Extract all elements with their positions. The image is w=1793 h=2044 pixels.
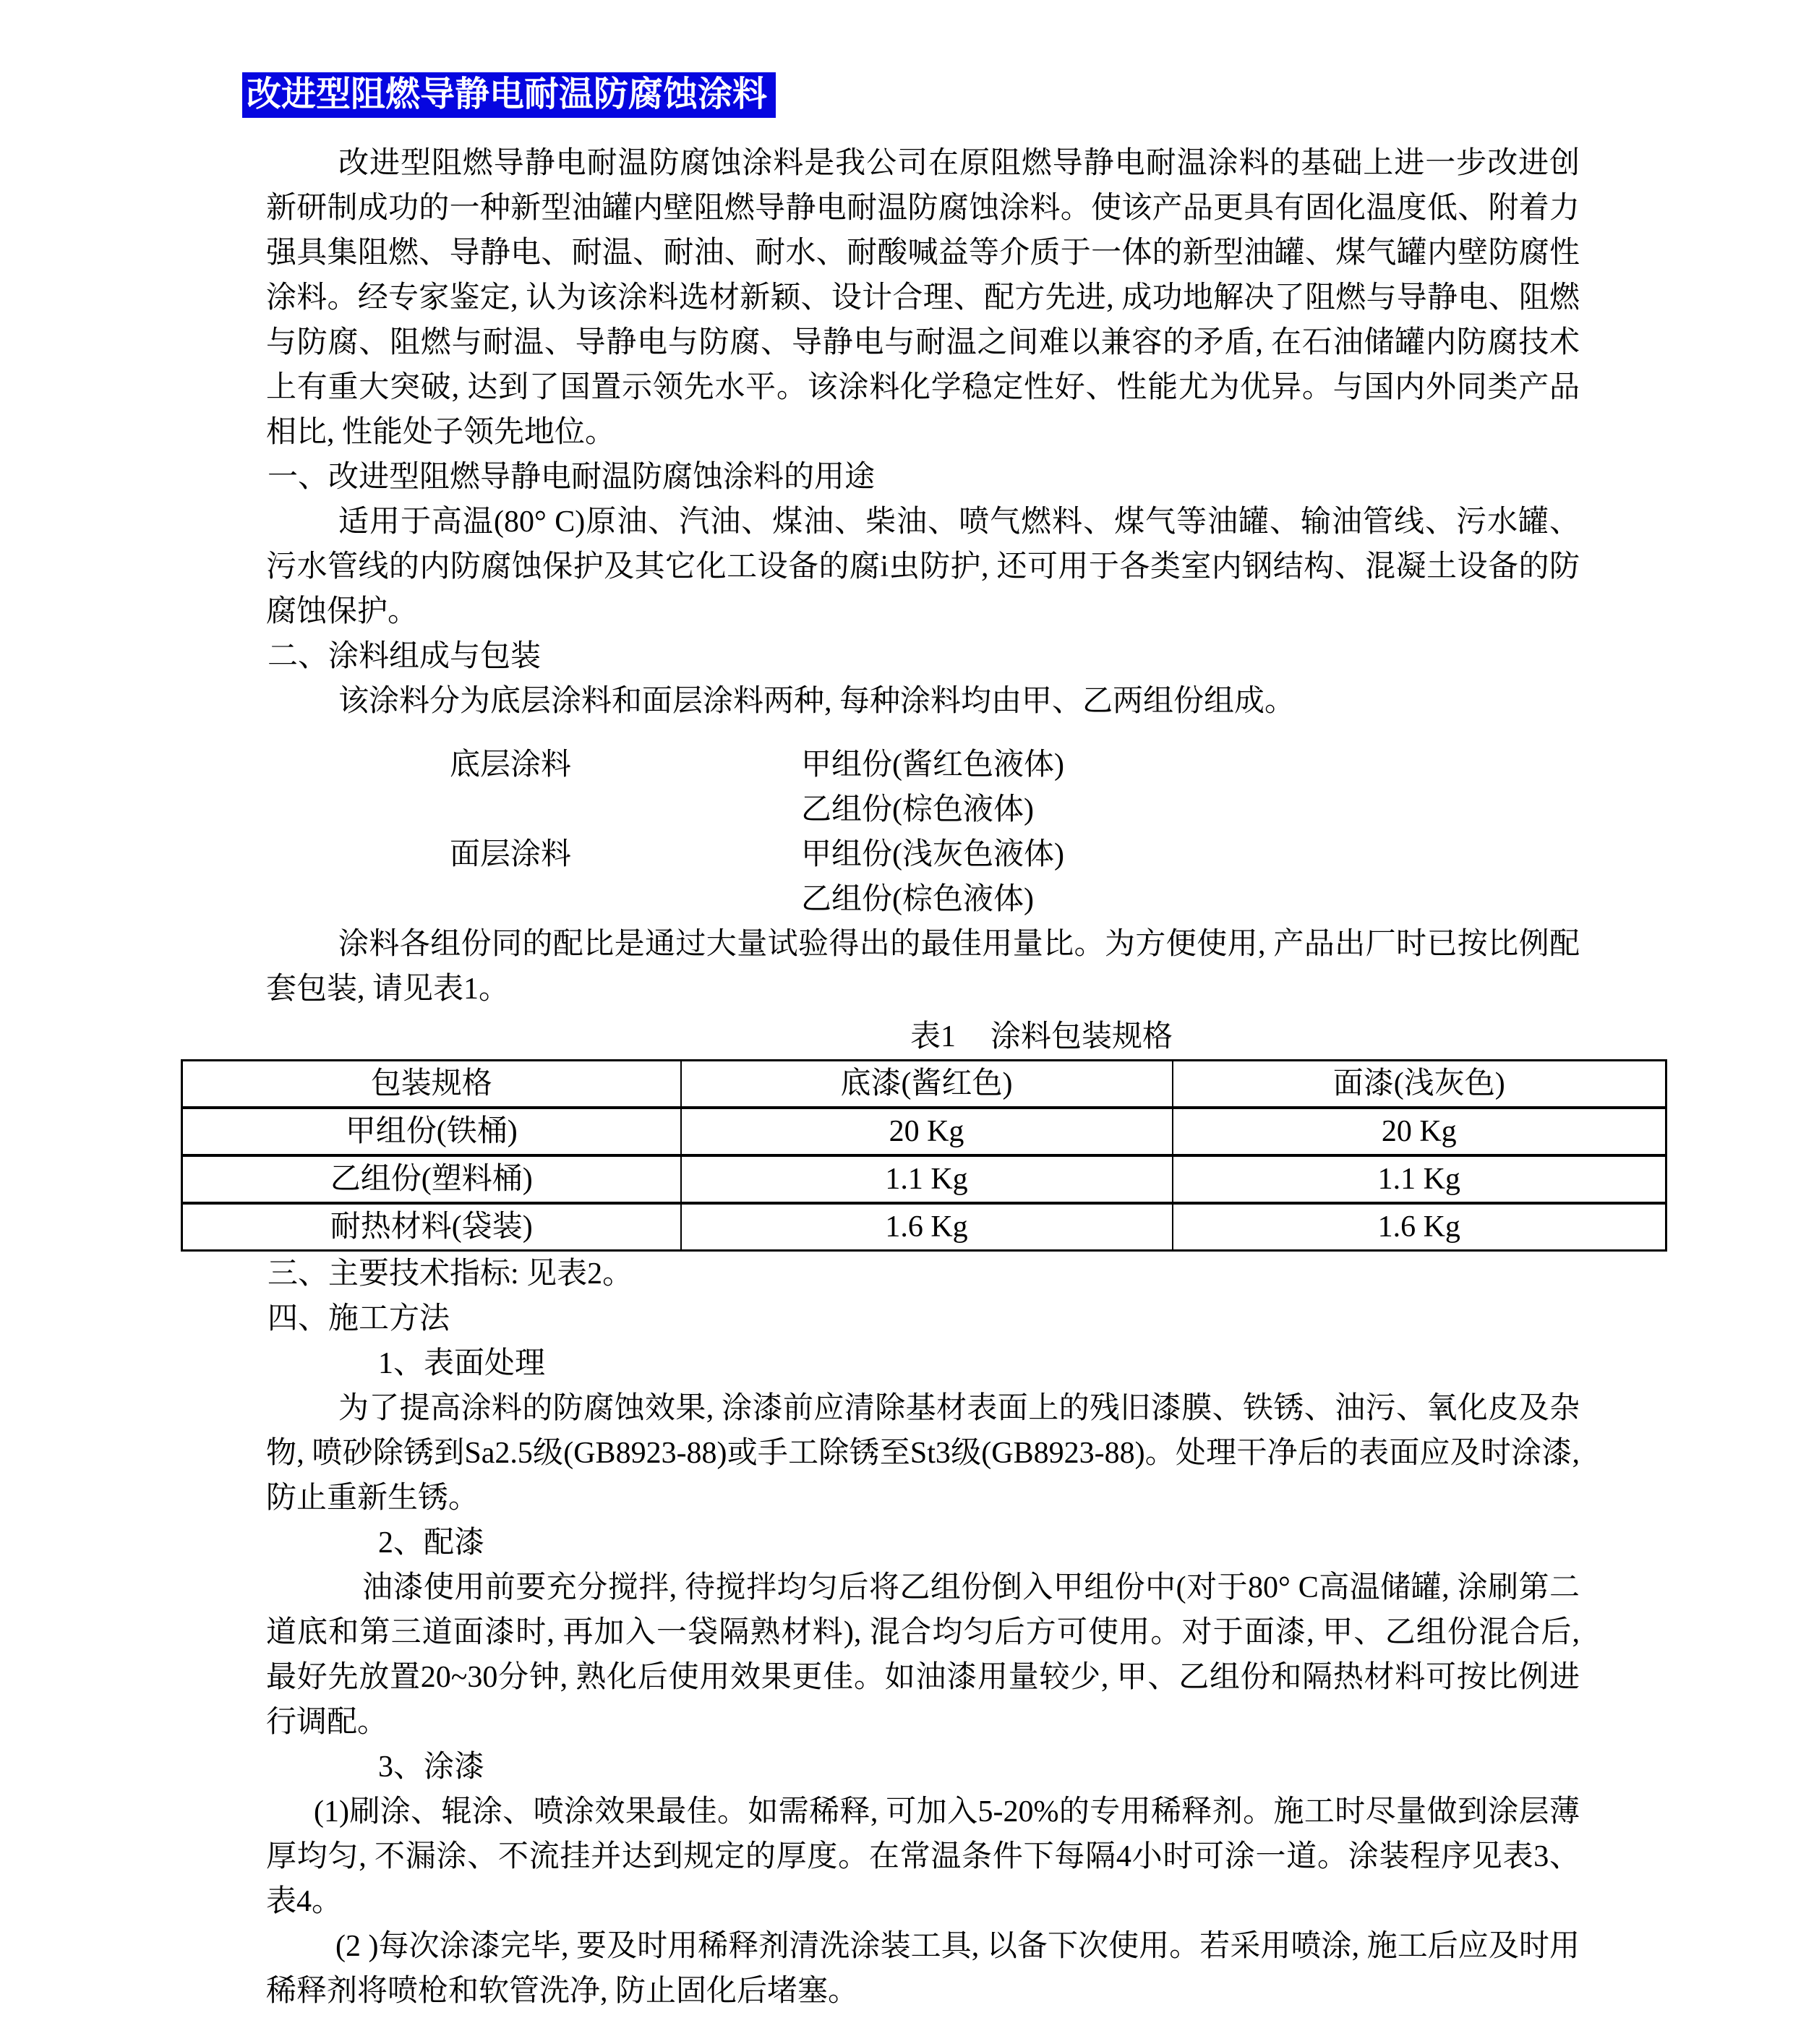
component-value: 乙组份(棕色液体) [801,793,1034,827]
table-header-cell: 底漆(酱红色) [681,1061,1173,1108]
component-row [266,877,1580,922]
component-value: 乙组份(棕色液体) [801,883,1034,917]
component-row [266,832,1580,877]
table-header-cell: 面漆(浅灰色) [1173,1061,1666,1108]
component-row [266,743,1580,787]
document-title: 改进型阻燃导静电耐温防腐蚀涂料 [242,72,776,118]
component-row [266,787,1580,832]
section2-heading: 二、涂料组成与包装 [268,640,542,674]
table1-caption [266,1014,1580,1059]
table-cell: 20 Kg [1173,1108,1666,1155]
component-value: 甲组份(浅灰色液体) [801,838,1064,872]
table-row [182,1155,1666,1203]
section1-paragraph: 适用于高温(80° C)原油、汽油、煤油、柴油、喷气燃料、煤气等油罐、输油管线、污水罐、污水管线的内防腐蚀保护及其它化工设备的腐i虫防护, 还可用于各类室内钢结构、混凝土设备的防腐蚀保护。 [266,505,1580,629]
section4-heading: 四、施工方法 [268,1302,450,1336]
sub1-paragraph: 为了提高涂料的防腐蚀效果, 涂漆前应清除基材表面上的残旧漆膜、铁锈、油污、氧化皮及杂物, 喷砂除锈到Sa2.5级(GB8923-88)或手工除锈至St3级(GB8923-88)。处理干净后的表面应及时涂漆, 防止重新生锈。 [266,1392,1580,1515]
table-cell: 1.1 Kg [681,1155,1173,1203]
sub3-heading: 3、涂漆 [378,1750,485,1784]
section2-paragraph2: 涂料各组份同的配比是通过大量试验得出的最佳用量比。为方便使用, 产品出厂时已按比例配套包装, 请见表1。 [266,928,1580,1006]
table-row [182,1203,1666,1251]
table-header-row [182,1061,1666,1108]
table-cell: 20 Kg [681,1108,1173,1155]
sub2-paragraph: 油漆使用前要充分搅拌, 待搅拌均匀后将乙组份倒入甲组份中(对于80° C高温储罐, 涂刷第二道底和第三道面漆时, 再加入一袋隔熟材料), 混合均匀后方可使用。对于面漆, 甲、乙组份混合后, 最好先放置20~30分钟, 熟化后使用效果更佳。如油漆用量较少, 甲、乙组份和隔热材料可按比例进行调配。 [266,1571,1580,1740]
component-list [266,743,1580,922]
sub3-paragraph2: (2 )每次涂漆完毕, 要及时用稀释剂清洗涂装工具, 以备下次使用。若采用喷涂, 施工后应及时用稀释剂将喷枪和软管洗净, 防止固化后堵塞。 [266,1930,1580,2009]
table-cell: 乙组份(塑料桶) [182,1155,681,1203]
component-label: 底层涂料 [450,748,572,782]
component-value: 甲组份(酱红色液体) [801,748,1064,782]
table-cell: 甲组份(铁桶) [182,1108,681,1155]
intro-paragraph: 改进型阻燃导静电耐温防腐蚀涂料是我公司在原阻燃导静电耐温涂料的基础上进一步改进创新研制成功的一种新型油罐内壁阻燃导静电耐温防腐蚀涂料。使该产品更具有固化温度低、附着力强具集阻燃、导静电、耐温、耐油、耐水、耐酸喊益等介质于一体的新型油罐、煤气罐内壁防腐性涂料。经专家鉴定, 认为该涂料选材新颖、设计合理、配方先进, 成功地解决了阻燃与导静电、阻燃与防腐、阻燃与耐温、导静电与防腐、导静电与耐温之间难以兼容的矛盾, 在石油储罐内防腐技术上有重大突破, 达到了国置示领先水平。该涂料化学稳定性好、性能尤为优异。与国内外同类产品相比, 性能处子领先地位。 [266,147,1580,450]
sub1-heading: 1、表面处理 [378,1347,546,1381]
table-cell: 1.6 Kg [681,1203,1173,1251]
section1-heading: 一、改进型阻燃导静电耐温防腐蚀涂料的用途 [268,461,876,495]
component-label: 面层涂料 [450,838,572,872]
table-row [182,1108,1666,1155]
section3-heading: 三、主要技术指标: 见表2。 [268,1257,633,1291]
table1-caption-label: 表1 [910,1020,956,1054]
table-cell: 1.1 Kg [1173,1155,1666,1203]
sub2-heading: 2、配漆 [378,1526,485,1560]
table-cell: 1.6 Kg [1173,1203,1666,1251]
section2-paragraph: 该涂料分为底层涂料和面层涂料两种, 每种涂料均由甲、乙两组份组成。 [338,685,1296,719]
table-header-cell: 包装规格 [182,1061,681,1108]
sub3-paragraph1: (1)刷涂、辊涂、喷涂效果最佳。如需稀释, 可加入5-20%的专用稀释剂。施工时尽量做到涂层薄厚均匀, 不漏涂、不流挂并达到规定的厚度。在常温条件下每隔4小时可涂一道。涂装程序见表3、表4。 [266,1795,1580,1919]
packaging-spec-table [181,1059,1667,1252]
table-cell: 耐热材料(袋装) [182,1203,681,1251]
table1-caption-title: 涂料包装规格 [990,1020,1173,1054]
